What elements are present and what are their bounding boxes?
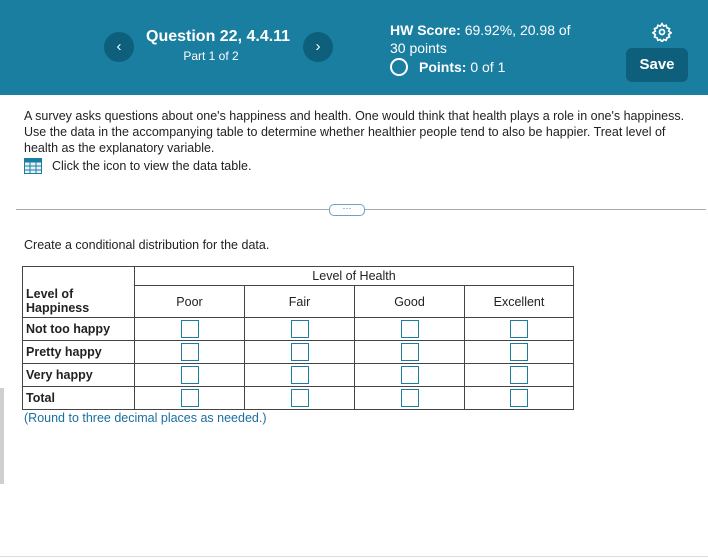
answer-input[interactable]: [401, 389, 419, 407]
answer-input[interactable]: [291, 389, 309, 407]
question-header: [0, 0, 708, 95]
bottom-divider: [0, 556, 708, 557]
hw-score: [390, 21, 590, 57]
answer-input[interactable]: [401, 343, 419, 361]
expand-ellipsis-button[interactable]: ···: [329, 204, 365, 216]
conditional-distribution-table: [22, 266, 574, 410]
answer-input[interactable]: [510, 320, 528, 338]
row-label: Not too happy: [23, 318, 135, 341]
answer-input[interactable]: [291, 343, 309, 361]
answer-input[interactable]: [401, 366, 419, 384]
answer-input[interactable]: [181, 343, 199, 361]
answer-input[interactable]: [291, 366, 309, 384]
points-status-icon: [390, 58, 408, 76]
save-button[interactable]: Save: [626, 48, 688, 82]
column-header-good: Good: [355, 286, 465, 318]
answer-input[interactable]: [510, 389, 528, 407]
previous-question-button[interactable]: ‹: [104, 32, 134, 62]
next-question-button[interactable]: ›: [303, 32, 333, 62]
answer-input[interactable]: [401, 320, 419, 338]
points-label: Points:: [419, 59, 467, 75]
gear-icon[interactable]: [652, 22, 672, 42]
answer-input[interactable]: [181, 320, 199, 338]
points-value: 0 of 1: [470, 59, 506, 75]
question-points: [390, 58, 505, 76]
question-part: Part 1 of 2: [183, 49, 239, 63]
column-header-poor: Poor: [135, 286, 245, 318]
data-table-link-text: Click the icon to view the data table.: [52, 159, 252, 173]
table-row: [23, 318, 574, 341]
answer-input[interactable]: [291, 320, 309, 338]
data-table-link[interactable]: [24, 158, 251, 174]
answer-input[interactable]: [510, 343, 528, 361]
table-icon[interactable]: [24, 158, 42, 174]
question-title: Question 22, 4.4.11: [146, 28, 291, 45]
left-scroll-indicator[interactable]: [0, 388, 4, 484]
row-label: Very happy: [23, 364, 135, 387]
answer-input[interactable]: [181, 389, 199, 407]
hw-score-value: 69.92%, 20.98 of: [464, 22, 571, 38]
table-row: [23, 364, 574, 387]
answer-input[interactable]: [510, 366, 528, 384]
hw-score-points: 30 points: [390, 40, 447, 56]
column-header-fair: Fair: [245, 286, 355, 318]
question-prompt: A survey asks questions about one's happiness and health. One would think that health plays a role in one's happiness. Use the data in the accompanying table to determine whether healthier people tend to also be happier. Treat level of health as the explanatory variable.: [24, 109, 685, 155]
row-label: Pretty happy: [23, 341, 135, 364]
column-header-excellent: Excellent: [465, 286, 574, 318]
row-label: Total: [23, 387, 135, 410]
rounding-note: (Round to three decimal places as needed.): [24, 411, 267, 425]
answer-input[interactable]: [181, 366, 199, 384]
level-of-health-header: Level of Health: [135, 267, 574, 286]
level-of-happiness-header: Level of Happiness: [23, 286, 135, 318]
corner-cell: [23, 267, 135, 286]
hw-score-label: HW Score:: [390, 22, 461, 38]
table-row: [23, 387, 574, 410]
task-instruction: Create a conditional distribution for the data.: [24, 238, 270, 252]
table-row: [23, 341, 574, 364]
